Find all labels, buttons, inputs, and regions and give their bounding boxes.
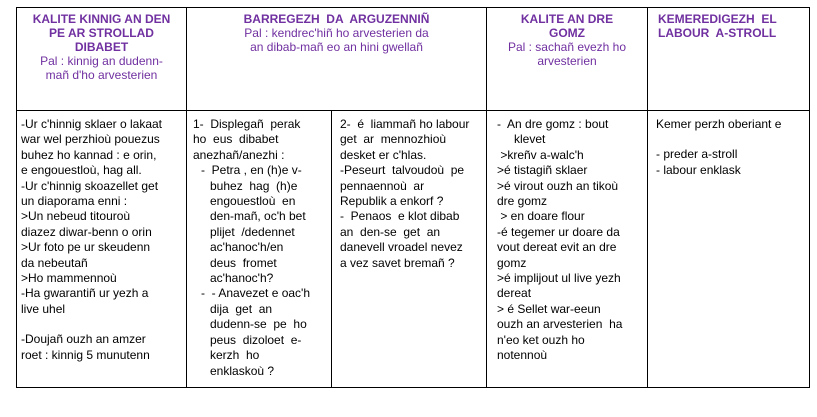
column-divider-2a — [331, 110, 332, 388]
text-line: diazez diwar-benn o orin — [21, 224, 152, 239]
text-line: plijet /dedennet — [210, 224, 295, 239]
body-cell-dre-gomz — [497, 117, 644, 364]
text-line: da nebeutañ — [21, 255, 88, 270]
text-line: - preder a-stroll — [656, 147, 738, 162]
text-line: klevet — [514, 132, 546, 147]
text-line: dija get an — [210, 301, 273, 316]
table-border-top — [16, 7, 810, 8]
text-line: kerzh ho — [210, 348, 260, 363]
body-cell-labour-a-stroll — [656, 117, 806, 178]
header-cell-kinnig — [17, 12, 186, 82]
text-line: -Doujañ ouzh an amzer — [21, 332, 146, 347]
column-divider-1 — [186, 7, 187, 388]
text-line: den-mañ, oc'h bet — [210, 209, 306, 224]
text-line: -Ha gwarantiñ ur yezh a — [21, 286, 149, 301]
text-line: - Petra , en (h)e v- — [201, 163, 302, 178]
body-cell-kinnig — [21, 117, 183, 363]
column-divider-3 — [647, 7, 648, 388]
text-line: >é tistagiñ sklaer — [497, 163, 588, 178]
header-divider — [16, 110, 810, 111]
text-line: un diaporama enni : — [21, 194, 128, 209]
header-cell-arguzenniñ — [187, 12, 486, 54]
text-line: 1- Displegañ perak — [193, 117, 301, 131]
text-line — [656, 132, 806, 147]
text-line: >é implijout ul live yezh — [497, 271, 621, 286]
text-line: >kreñv a-walc'h — [497, 147, 584, 162]
text-line: - An dre gomz : bout — [497, 117, 609, 131]
text-line: roet : kinnig 5 munutenn — [21, 347, 150, 362]
text-line: dereat — [497, 286, 532, 301]
text-line: anezhañ/anezhi : — [193, 147, 285, 162]
text-line: desket er c'hlas. — [340, 147, 427, 162]
text-line: war wel perzhioù pouezus — [21, 132, 160, 147]
text-line: dre gomz — [497, 194, 548, 209]
text-line: live uhel — [21, 301, 66, 316]
text-line: - Penaos e klot dibab — [340, 209, 460, 224]
header-subtitle-dre-gomz: Pal : sachañ evezh ho arvesterien — [507, 40, 627, 68]
header-cell-labour-a-stroll — [658, 12, 808, 40]
header-title-kinnig: KALITE KINNIG AN DEN PE AR STROLLAD DIBABET — [32, 12, 171, 54]
text-line: deus fromet — [210, 255, 277, 270]
header-title-dre-gomz: KALITE AN DRE GOMZ — [520, 12, 614, 40]
body-cell-arguzenniñ-1 — [193, 117, 326, 379]
text-line: > en doare flour — [497, 209, 585, 224]
text-line: danevell vroadel nevez — [340, 240, 463, 255]
text-line: an den-se get an — [340, 224, 441, 239]
header-cell-dre-gomz — [487, 12, 647, 68]
text-line: peus dizoloet e- — [210, 332, 302, 347]
text-line: ho eus dibabet — [193, 132, 279, 147]
header-subtitle-kinnig: Pal : kinnig an dudenn- mañ d'ho arvesterien — [40, 54, 163, 82]
text-line: -Ur c'hinnig sklaer o lakaat — [21, 117, 163, 131]
text-line: - labour enklask — [656, 162, 741, 177]
header-title-labour-a-stroll: KEMEREDIGEZH EL LABOUR A-STROLL — [658, 12, 777, 40]
text-line: -Peseurt talvoudoù pe — [340, 163, 465, 178]
text-line: n'eo ket ouzh ho — [497, 332, 585, 347]
text-line: ac'hanoc'h/en — [210, 240, 284, 255]
text-line: > é Sellet war-eeun — [497, 301, 601, 316]
text-line: pennaennoù ar — [340, 178, 425, 193]
text-line: Republik a enkorf ? — [340, 194, 444, 209]
table-border-right — [809, 7, 810, 388]
header-subtitle-arguzenniñ: Pal : kendrec'hiñ ho arvesterien da an dibab-mañ eo an hini gwellañ — [244, 26, 429, 54]
header-title-arguzenniñ: BARREGEZH DA ARGUZENNIÑ — [243, 12, 430, 26]
text-line: >Un nebeud titouroù — [21, 209, 131, 224]
text-line: get ar mennozhioù — [340, 132, 447, 147]
text-line: -Ur c'hinnig skoazellet get — [21, 178, 159, 193]
text-line: dudenn-se pe ho — [210, 317, 307, 332]
text-line: a vez savet bremañ ? — [340, 255, 455, 270]
table-border-bottom — [16, 387, 810, 388]
text-line: ouzh an arvesterien ha — [497, 317, 623, 332]
text-line — [21, 317, 183, 332]
text-line: gomz — [497, 255, 527, 270]
text-line: Kemer perzh oberiant e — [656, 117, 782, 131]
text-line: vout dereat evit an dre — [497, 240, 617, 255]
text-line: -é tegemer ur doare da — [497, 224, 620, 239]
text-line: ac'hanoc'h? — [210, 271, 274, 286]
body-cell-arguzenniñ-2 — [340, 117, 482, 271]
text-line: buhez ho kannad : e orin, — [21, 147, 157, 162]
text-line: >Ur foto pe ur skeudenn — [21, 240, 151, 255]
text-line: - - Anavezet e oac'h — [201, 286, 311, 301]
text-line: >Ho mammennoù — [21, 271, 117, 286]
text-line: >é virout ouzh an tikoù — [497, 178, 619, 193]
text-line: engouestloù en — [210, 194, 296, 209]
text-line: notennoù — [497, 348, 548, 363]
text-line: e engouestloù, hag all. — [21, 163, 142, 178]
text-line: 2- é liammañ ho labour — [340, 117, 470, 131]
text-line: enklaskoù ? — [210, 363, 275, 378]
text-line: buhez hag (h)e — [210, 178, 298, 193]
